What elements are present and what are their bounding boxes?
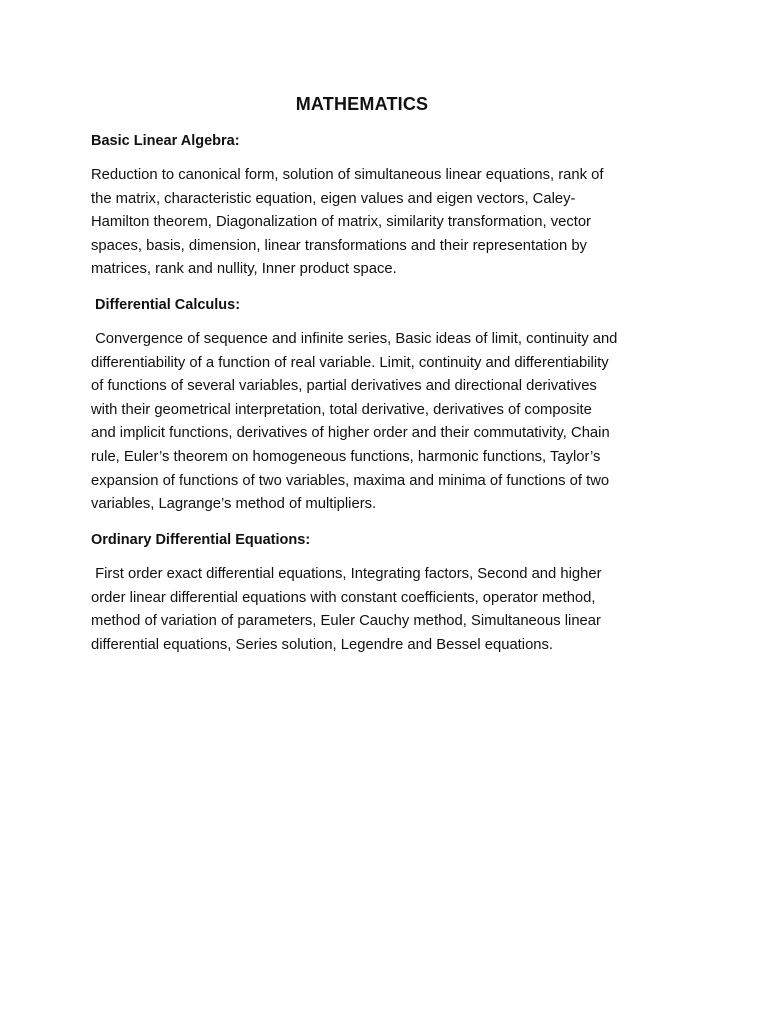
text-line: of functions of several variables, partial derivatives and directional derivatives <box>91 378 597 395</box>
text-line: with their geometrical interpretation, total derivative, derivatives of composite <box>91 401 592 418</box>
text-line: matrices, rank and nullity, Inner product space. <box>91 261 397 278</box>
text-line: rule, Euler’s theorem on homogeneous functions, harmonic functions, Taylor’s <box>91 448 601 465</box>
section-heading-linear-algebra: Basic Linear Algebra: <box>91 133 240 149</box>
section-heading-differential-calculus: Differential Calculus: <box>91 297 241 313</box>
section-body-differential-calculus <box>91 328 691 517</box>
section-heading-ordinary-differential-equations: Ordinary Differential Equations: <box>91 532 311 548</box>
section-body-linear-algebra <box>91 164 691 282</box>
document-title: MATHEMATICS <box>295 94 429 114</box>
text-line: Hamilton theorem, Diagonalization of matrix, similarity transformation, vector <box>91 214 591 231</box>
text-line: Convergence of sequence and infinite series, Basic ideas of limit, continuity and <box>91 331 618 347</box>
text-line: differentiability of a function of real variable. Limit, continuity and differentiability <box>91 354 609 371</box>
text-line: differential equations, Series solution, Legendre and Bessel equations. <box>91 636 554 653</box>
text-line: spaces, basis, dimension, linear transformations and their representation by <box>91 237 587 254</box>
text-line: Reduction to canonical form, solution of simultaneous linear equations, rank of <box>91 167 604 183</box>
text-line: and implicit functions, derivatives of higher order and their commutativity, Chain <box>91 425 610 442</box>
text-line: First order exact differential equations, Integrating factors, Second and higher <box>91 566 602 582</box>
text-line: order linear differential equations with constant coefficients, operator method, <box>91 589 596 606</box>
text-line: method of variation of parameters, Euler Cauchy method, Simultaneous linear <box>91 613 601 630</box>
text-line: the matrix, characteristic equation, eigen values and eigen vectors, Caley- <box>91 190 576 207</box>
text-line: variables, Lagrange’s method of multipliers. <box>91 496 377 513</box>
text-line: expansion of functions of two variables, maxima and minima of functions of two <box>91 472 610 489</box>
section-body-ordinary-differential-equations <box>91 563 691 657</box>
